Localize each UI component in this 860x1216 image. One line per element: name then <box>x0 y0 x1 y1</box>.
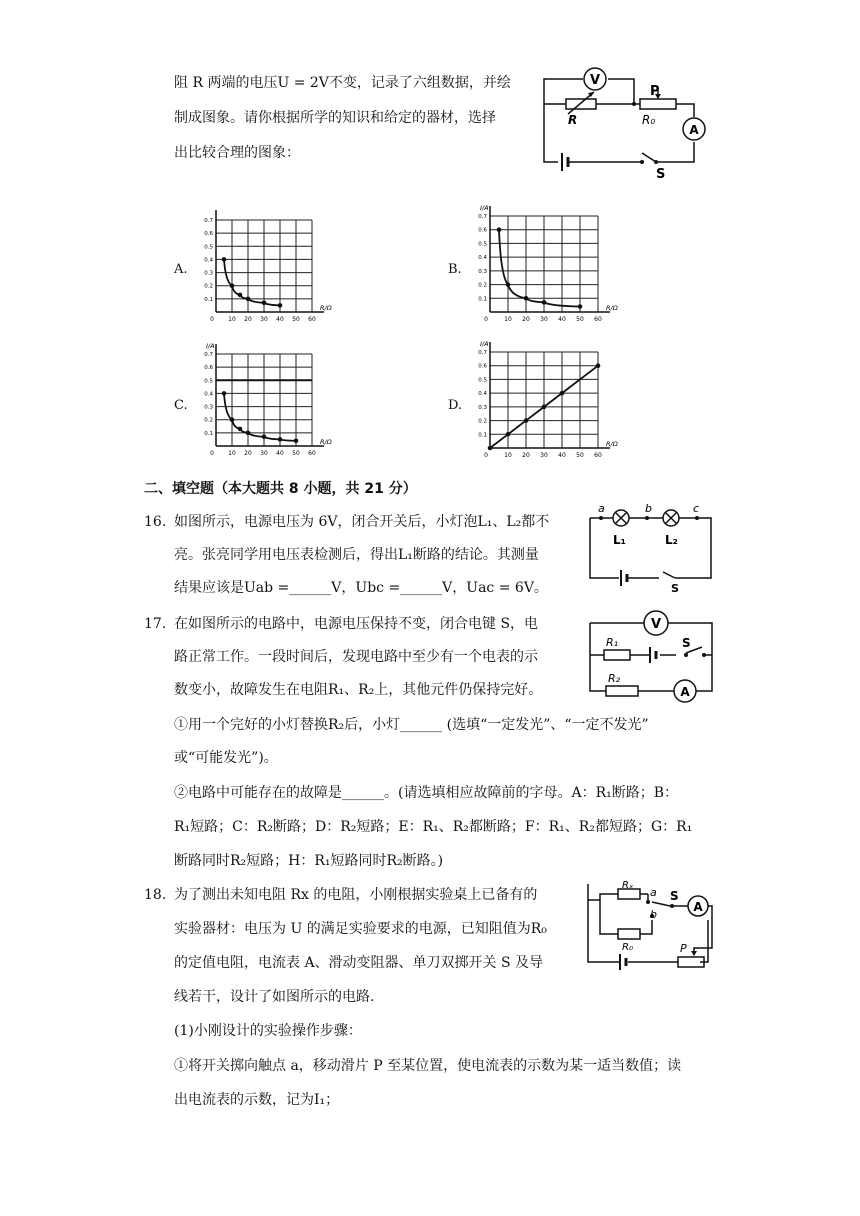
y-tick-label: 0.2 <box>478 282 487 289</box>
x-tick-label: 50 <box>576 452 584 459</box>
q18-line-1: 为了测出未知电阻 Rx 的电阻，小刚根据实验桌上已备有的 <box>174 887 538 903</box>
data-point <box>238 427 243 432</box>
slider-p-label: P <box>650 84 660 99</box>
q16-line-2: 亮。张亮同学用电压表检测后，得出L₁断路的结论。其测量 <box>174 547 539 563</box>
x-axis-label: R/Ω <box>606 304 618 312</box>
q18-line-3: 的定值电阻，电流表 A、滑动变阻器、单刀双掷开关 S 及导 <box>174 955 544 971</box>
x-tick-label: 60 <box>308 450 316 457</box>
option-b-label: B. <box>448 262 462 277</box>
y-tick-label: 0.4 <box>478 255 487 262</box>
q16-number: 16. <box>144 514 167 530</box>
q17-line-2: 路正常工作。一段时间后，发现电路中至少有一个电表的示 <box>174 649 538 665</box>
data-point <box>246 431 251 436</box>
q17-line-6: ②电路中可能存在的故障是______。(请选填相应故障前的字母。A：R₁断路；B： <box>174 785 679 801</box>
data-point <box>524 296 529 301</box>
x-axis-label: R/Ω <box>320 438 332 446</box>
circuit-diagram-q17 <box>582 603 718 705</box>
x-tick-label: 30 <box>540 452 548 459</box>
switch-s-label: S <box>671 582 679 595</box>
y-tick-label: 0.7 <box>204 352 213 358</box>
q18-line-5: (1)小刚设计的实验操作步骤： <box>174 1023 362 1039</box>
option-a-chart <box>196 206 332 324</box>
x-tick-label: 50 <box>292 450 300 457</box>
x-tick-label: 40 <box>276 450 284 457</box>
resistor-r2 <box>606 686 638 696</box>
resistor-rx-label: Rₓ <box>622 880 634 891</box>
section-title: 二、填空题（本大题共 8 小题，共 21 分） <box>144 481 417 497</box>
intro-line-3: 出比较合理的图象： <box>174 145 300 161</box>
x-tick-label: 60 <box>594 316 602 323</box>
option-c-label: C. <box>174 398 188 413</box>
y-tick-label: 0.6 <box>204 365 213 372</box>
q17-line-8: 断路同时R₂短路；H：R₁短路同时R₂断路。) <box>174 853 444 869</box>
switch-s-label: S <box>656 167 666 182</box>
resistor-r <box>566 99 596 109</box>
q17-line-1: 在如图所示的电路中，电源电压保持不变，闭合电键 S，电 <box>174 616 539 632</box>
circuit-diagram-q15 <box>538 62 718 186</box>
data-point <box>238 293 243 298</box>
data-point <box>578 304 583 309</box>
y-tick-label: 0.1 <box>204 430 213 437</box>
x-tick-label: 40 <box>558 316 566 323</box>
x-tick-label: 40 <box>276 316 284 323</box>
data-point <box>278 437 283 442</box>
x-tick-label: 20 <box>244 450 252 457</box>
ammeter-label: A <box>693 900 703 914</box>
resistor-r1 <box>604 650 630 660</box>
resistor-r0-label: R₀ <box>622 942 633 953</box>
resistor-r-label: R <box>568 113 578 127</box>
x-axis-label: R/Ω <box>320 304 332 312</box>
y-tick-label: 0.5 <box>478 241 487 248</box>
data-point <box>294 438 299 443</box>
q17-line-5: 或“可能发光”)。 <box>174 750 278 766</box>
y-tick-label: 0.4 <box>478 391 487 398</box>
y-tick-label: 0.2 <box>478 418 487 425</box>
x-tick-label: 20 <box>244 316 252 323</box>
data-point <box>488 446 493 451</box>
data-point <box>278 303 283 308</box>
y-tick-label: 0.6 <box>478 227 487 234</box>
data-point <box>222 257 227 262</box>
point-b-label: b <box>645 502 652 515</box>
y-tick-label: 0.3 <box>478 404 487 411</box>
x-tick-label: 30 <box>260 316 268 323</box>
data-point <box>542 405 547 410</box>
data-point <box>222 391 227 396</box>
circuit-diagram-q18 <box>582 876 722 976</box>
y-tick-label: 0.3 <box>478 268 487 275</box>
intro-line-2: 制成图象。请你根据所学的知识和给定的器材，选择 <box>174 110 496 126</box>
x-tick-label: 30 <box>260 450 268 457</box>
point-c-label: c <box>693 502 700 515</box>
point-a-label: a <box>598 502 605 515</box>
q18-line-4: 线若干，设计了如图所示的电路. <box>174 989 375 1005</box>
resistor-r0 <box>640 99 676 109</box>
data-point <box>230 283 235 288</box>
q18-line-2: 实验器材：电压为 U 的满足实验要求的电源，已知阻值为R₀ <box>174 921 547 937</box>
data-point <box>262 435 267 440</box>
q17-line-4: ①用一个完好的小灯替换R₂后，小灯______ (选填“一定发光”、“一定不发光” <box>174 717 649 733</box>
q17-number: 17. <box>144 616 167 632</box>
bulb-l2-label: L₂ <box>665 533 678 547</box>
slider-p-label: P <box>680 942 687 955</box>
circuit-diagram-q16 <box>585 502 717 594</box>
x-tick-label: 20 <box>522 316 530 323</box>
x-tick-label: 10 <box>228 450 236 457</box>
y-tick-label: 0.4 <box>204 257 213 264</box>
y-tick-label: 0.1 <box>478 432 487 439</box>
x-tick-label: 30 <box>540 316 548 323</box>
data-point <box>542 300 547 305</box>
q16-line-1: 如图所示，电源电压为 6V，闭合开关后，小灯泡L₁、L₂都不 <box>174 514 550 530</box>
y-tick-label: 0.5 <box>204 244 213 251</box>
intro-line-1: 阻 R 两端的电压U = 2V不变，记录了六组数据，并绘 <box>174 75 511 91</box>
option-a-label: A. <box>174 262 188 277</box>
bulb-l1-label: L₁ <box>613 533 626 547</box>
option-b-chart <box>470 202 618 324</box>
x-tick-label: 60 <box>594 452 602 459</box>
q18-line-6: ①将开关掷向触点 a，移动滑片 P 至某位置，使电流表的示数为某一适当数值；读 <box>174 1058 682 1074</box>
y-tick-label: 0.1 <box>478 296 487 303</box>
series-line <box>499 230 580 307</box>
y-tick-label: 0.1 <box>204 296 213 303</box>
series-line <box>224 393 296 440</box>
x-tick-label: 10 <box>504 316 512 323</box>
data-point <box>524 418 529 423</box>
x-tick-label: 10 <box>504 452 512 459</box>
origin-label: 0 <box>210 450 214 457</box>
y-tick-label: 0.2 <box>204 417 213 424</box>
x-tick-label: 50 <box>292 316 300 323</box>
y-tick-label: 0.7 <box>204 218 213 224</box>
data-point <box>506 282 511 287</box>
origin-label: 0 <box>484 452 488 459</box>
y-axis-label: I/A <box>206 342 215 350</box>
resistor-r1-label: R₁ <box>606 636 619 649</box>
y-tick-label: 0.6 <box>478 363 487 370</box>
voltmeter-label: V <box>650 617 662 632</box>
resistor-r0 <box>618 929 640 939</box>
data-point <box>497 227 502 232</box>
q18-line-7: 出电流表的示数，记为I₁； <box>174 1092 340 1108</box>
data-point <box>230 417 235 422</box>
voltmeter-label: V <box>589 73 601 88</box>
origin-label: 0 <box>210 316 214 323</box>
y-axis-label: I/A <box>480 340 489 348</box>
y-tick-label: 0.7 <box>478 214 487 220</box>
resistor-r2-label: R₂ <box>608 672 621 685</box>
option-d-chart <box>470 338 618 460</box>
switch-s-label: S <box>670 889 679 903</box>
x-axis-label: R/Ω <box>606 440 618 448</box>
option-d-label: D. <box>448 398 463 413</box>
y-tick-label: 0.7 <box>478 350 487 356</box>
contact-b-label: b <box>650 908 657 921</box>
y-tick-label: 0.6 <box>204 231 213 238</box>
x-tick-label: 40 <box>558 452 566 459</box>
data-point <box>506 432 511 437</box>
origin-label: 0 <box>484 316 488 323</box>
q17-line-7: R₁短路；C：R₂断路；D：R₂短路；E：R₁、R₂都断路；F：R₁、R₂都短路；G：R₁ <box>174 819 693 835</box>
q17-line-3: 数变小，故障发生在电阻R₁、R₂上，其他元件仍保持完好。 <box>174 682 543 698</box>
y-tick-label: 0.3 <box>204 270 213 277</box>
y-tick-label: 0.5 <box>204 378 213 385</box>
y-tick-label: 0.2 <box>204 283 213 290</box>
y-axis-label: I/A <box>480 204 489 212</box>
switch-s-label: S <box>682 636 691 650</box>
x-tick-label: 60 <box>308 316 316 323</box>
x-tick-label: 20 <box>522 452 530 459</box>
q16-line-3: 结果应该是Uab =______V，Ubc =______V，Uac = 6V。 <box>174 580 548 596</box>
y-tick-label: 0.4 <box>204 391 213 398</box>
y-tick-label: 0.5 <box>478 377 487 384</box>
x-tick-label: 10 <box>228 316 236 323</box>
data-point <box>246 297 251 302</box>
data-point <box>560 391 565 396</box>
ammeter-label: A <box>689 123 699 137</box>
q18-number: 18. <box>144 887 167 903</box>
option-c-chart <box>196 340 332 458</box>
x-tick-label: 50 <box>576 316 584 323</box>
ammeter-label: A <box>680 685 690 699</box>
data-point <box>596 363 601 368</box>
contact-a-label: a <box>650 886 657 899</box>
y-tick-label: 0.3 <box>204 404 213 411</box>
resistor-r0-label: R₀ <box>642 113 656 127</box>
data-point <box>262 301 267 306</box>
